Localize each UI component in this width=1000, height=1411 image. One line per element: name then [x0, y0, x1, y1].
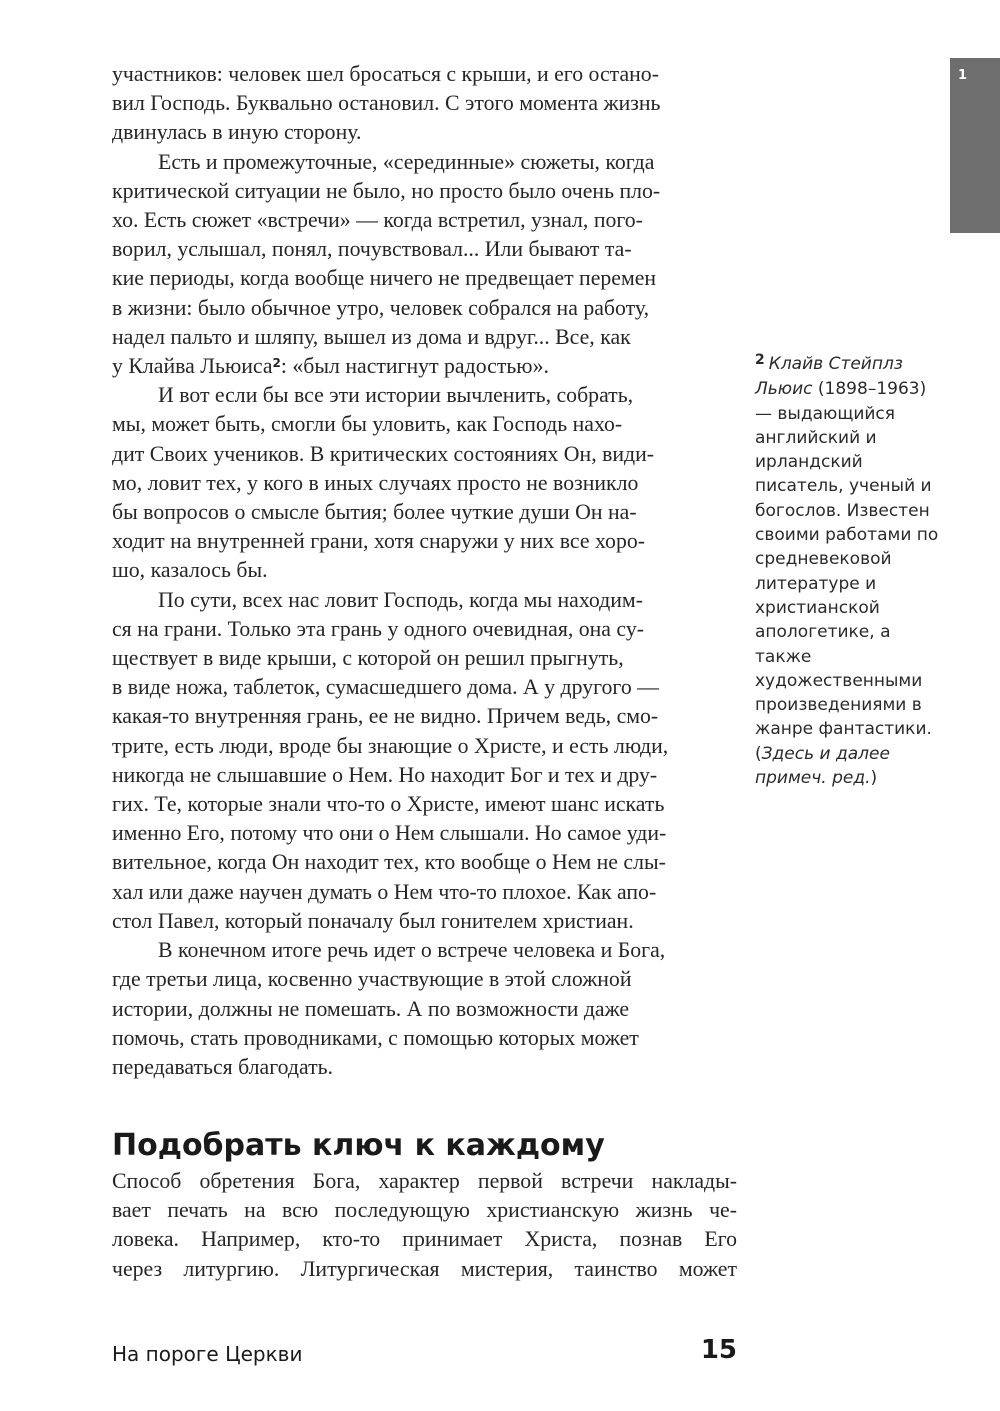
section-heading: Подобрать ключ к каждому — [112, 1128, 605, 1163]
text-line: двинулась в иную сторону. — [112, 120, 362, 145]
text-line: стол Павел, который поначалу был гонителем христиан. — [112, 908, 634, 933]
text-line: дит Своих учеников. В критических состояниях Он, види- — [112, 441, 655, 466]
text-line: передаваться благодать. — [112, 1054, 334, 1079]
text-line: мы, может быть, смогли бы уловить, как Господь нахо- — [112, 412, 623, 437]
footnote-editor-note: Здесь и далее примеч. ред. — [755, 743, 890, 789]
text-line: ществует в виде крыши, с которой он решил прыгнуть, — [112, 646, 624, 671]
footnote-number: 2 — [755, 352, 765, 368]
text-line: ходит на внутренней грани, хотя снаружи у них все хоро- — [112, 529, 646, 554]
text-line: гих. Те, которые знали что-то о Христе, имеют шанс искать — [112, 792, 665, 817]
text-line: ловека. Например, кто-то принимает Христа, познав Его — [112, 1227, 737, 1252]
text-line: кие периоды, когда вообще ничего не предвещает перемен — [112, 266, 657, 291]
footnote-name: Клайв Стейплз Льюис — [755, 354, 903, 400]
text-line: : «был настигнут радостью». — [280, 354, 549, 379]
text-line: По сути, всех нас ловит Господь, когда мы находим- — [158, 587, 643, 612]
text-line: вил Господь. Буквально остановил. С этого момента жизнь — [112, 91, 661, 116]
text-line: где третьи лица, косвенно участвующие в этой сложной — [112, 967, 632, 992]
text-line: в жизни: было обычное утро, человек собрался на работу, — [112, 295, 650, 320]
text-line: И вот если бы все эти истории вычленить, собрать, — [158, 383, 634, 408]
running-footer-title: На пороге Церкви — [112, 1342, 303, 1366]
text-line: никогда не слышавшие о Нем. Но находит Бог и тех и дру- — [112, 762, 658, 787]
text-line: ворил, услышал, понял, почувствовал... Или бывают та- — [112, 237, 632, 262]
text-line: у Клайва Льюиса — [112, 354, 273, 379]
chapter-tab — [950, 58, 1000, 233]
text-line: В конечном итоге речь идет о встрече человека и Бога, — [158, 938, 666, 963]
section-paragraph — [112, 1167, 737, 1284]
text-line: хо. Есть сюжет «встречи» — когда встретил, узнал, пого- — [112, 208, 643, 233]
text-line: хал или даже научен думать о Нем что-то плохое. Как апо- — [112, 879, 657, 904]
text-line: через литургию. Литургическая мистерия, таинство может — [112, 1256, 737, 1281]
main-text — [112, 60, 737, 1082]
paragraph-1 — [112, 60, 737, 148]
text-line: какая-то внутренняя грань, ее не видно. Причем ведь, смо- — [112, 704, 659, 729]
paragraph-5 — [112, 936, 737, 1082]
paragraph-3 — [112, 381, 737, 585]
text-line: критической ситуации не было, но просто было очень пло- — [112, 178, 661, 203]
text-line: в виде ножа, таблеток, сумасшедшего дома. А у другого — — [112, 675, 659, 700]
text-line: надел пальто и шляпу, вышел из дома и вдруг... Все, как — [112, 324, 631, 349]
footnote-text: (1898–1963) — выдающийся английский и ирландский писатель, ученый и богослов. Известен своими работами по средневековой литературе и христианской апологетике, а также художественными произведениями в жанре фантастики. ( — [755, 379, 939, 764]
text-line: вает печать на всю последующую христианскую жизнь че- — [112, 1198, 737, 1223]
text-line: Способ обретения Бога, характер первой встречи наклады- — [112, 1169, 737, 1193]
section-text — [112, 1167, 737, 1284]
text-line: бы вопросов о смысле бытия; более чуткие души Он на- — [112, 500, 637, 525]
paragraph-2 — [112, 148, 737, 382]
footnote-ref[interactable]: 2 — [272, 356, 281, 371]
text-line: истории, должны не помешать. А по возможности даже — [112, 996, 630, 1021]
paragraph-4 — [112, 586, 737, 936]
chapter-number: 1 — [958, 68, 968, 83]
page-number: 15 — [700, 1335, 737, 1365]
text-line: ся на грани. Только эта грань у одного очевидная, она су- — [112, 616, 644, 641]
footnote — [755, 352, 945, 790]
text-line: помочь, стать проводниками, с помощью которых может — [112, 1025, 639, 1050]
text-line: Есть и промежуточные, «серединные» сюжеты, когда — [158, 149, 655, 174]
text-line: вительное, когда Он находит тех, кто вообще о Нем не слы- — [112, 850, 666, 875]
text-line: шо, казалось бы. — [112, 558, 268, 583]
text-line: именно Его, потому что они о Нем слышали. Но самое уди- — [112, 821, 667, 846]
text-line: участников: человек шел бросаться с крыши, и его остано- — [112, 62, 659, 86]
footnote-closing: ) — [870, 768, 878, 789]
text-line: трите, есть люди, вроде бы знающие о Христе, и есть люди, — [112, 733, 669, 758]
text-line: мо, ловит тех, у кого в иных случаях просто не возникло — [112, 470, 639, 495]
